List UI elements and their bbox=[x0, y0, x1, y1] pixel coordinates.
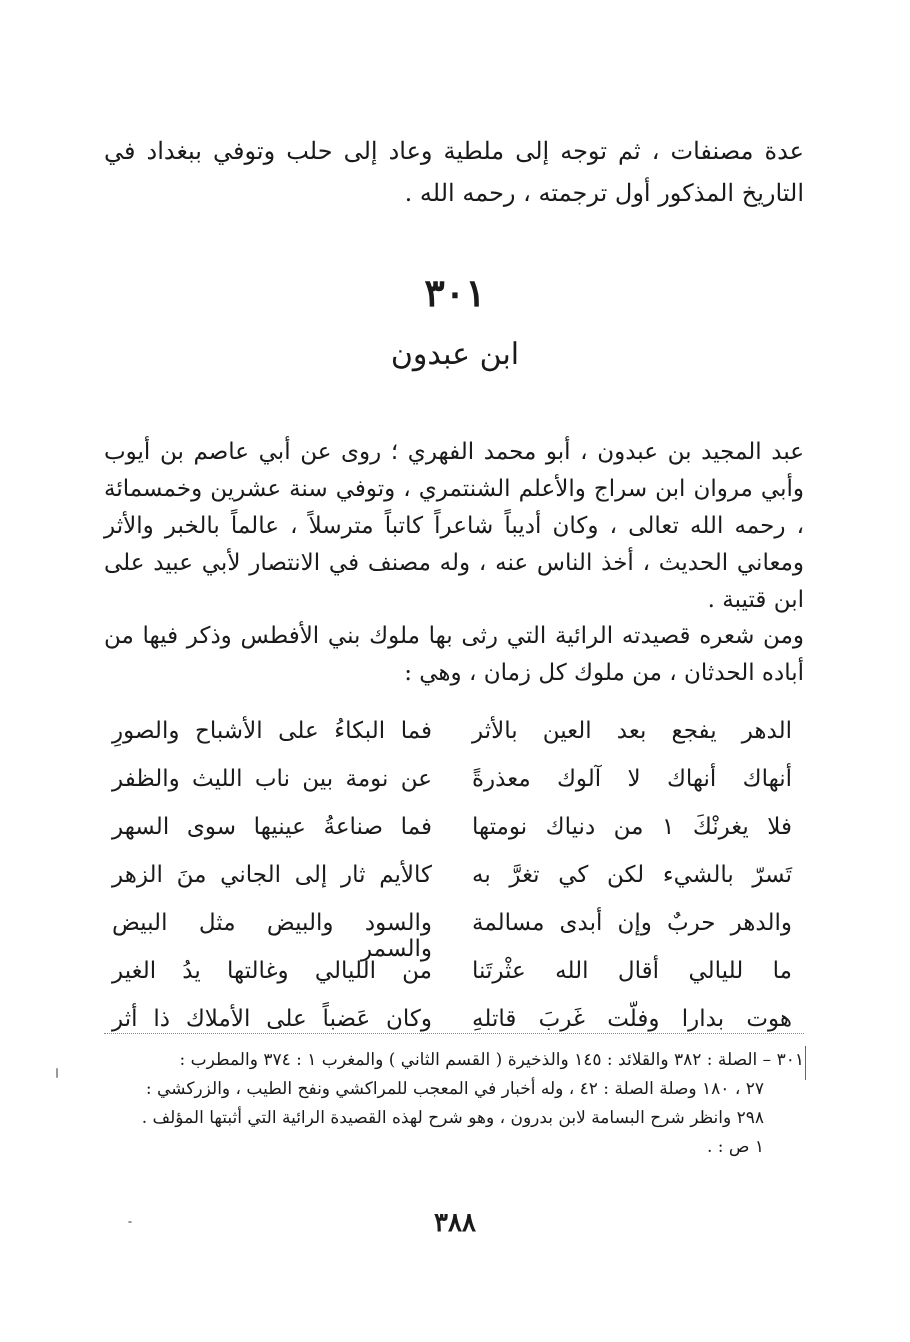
entry-name: ابن عبدون bbox=[390, 337, 520, 372]
poem-verse bbox=[112, 856, 792, 904]
first-hemistich: ما لليالي أقال الله عثْرتَنا bbox=[472, 958, 792, 984]
second-hemistich: فما البكاءُ على الأشباح والصورِ bbox=[112, 718, 432, 744]
page-number: ٣٨٨ bbox=[434, 1208, 476, 1238]
poem-verse bbox=[112, 952, 792, 1000]
first-hemistich: أنهاك أنهاك لا آلوك معذرةً bbox=[472, 766, 792, 792]
poem-verse bbox=[112, 904, 792, 962]
footnotes bbox=[104, 1046, 804, 1162]
first-hemistich: الدهر يفجع بعد العين بالأثر bbox=[472, 718, 792, 744]
first-hemistich: والدهر حربٌ وإن أبدى مسالمة bbox=[472, 910, 792, 936]
second-hemistich: وكان عَضباً على الأملاك ذا أثر bbox=[112, 1006, 432, 1032]
poem-verse bbox=[112, 1000, 792, 1048]
biography-paragraph: عبد المجيد بن عبدون ، أبو محمد الفهري ؛ روى عن أبي عاصم بن أيوب وأبي مروان ابن سراج والأعلم الشنتمري ، وتوفي سنة عشرين وخمسمائة ، رحمه الله تعالى ، وكان أديباً شاعراً كاتباً مترسلاً ، عالماً بالخبر والأثر ومعاني الحديث ، أخذ الناس عنه ، وله مصنف في الانتصار لأبي عبيد على ابن قتيبة . bbox=[104, 439, 804, 613]
margin-mark bbox=[805, 1046, 806, 1080]
first-hemistich: هوت بدارا وفلّت غَربَ قاتلهِ bbox=[472, 1006, 792, 1032]
footnote-line: ٣٠١ – الصلة : ٣٨٢ والقلائد : ١٤٥ والذخيرة ( القسم الثاني ) والمغرب ١ : ٣٧٤ والمطرب : bbox=[179, 1050, 804, 1070]
print-speck bbox=[56, 1068, 58, 1078]
poem-intro-paragraph: ومن شعره قصيدته الرائية التي رثى بها ملوك بني الأفطس وذكر فيها من أباده الحدثان ، من ملوك كل زمان ، وهي : bbox=[104, 623, 804, 686]
second-hemistich: والسود والبيض مثل البيض والسمر bbox=[112, 910, 432, 962]
poem-verse bbox=[112, 712, 792, 760]
footnote-line: ١ ص : . bbox=[706, 1137, 764, 1157]
poem bbox=[112, 712, 792, 1048]
second-hemistich: كالأيم ثار إلى الجاني منَ الزهر bbox=[112, 862, 432, 888]
second-hemistich: فما صناعةُ عينيها سوى السهر bbox=[112, 814, 432, 840]
entry-number: ٣٠١ bbox=[424, 270, 486, 315]
print-speck bbox=[128, 1221, 132, 1223]
footnote-divider bbox=[104, 1033, 804, 1034]
footnote-line: ٢٩٨ وانظر شرح البسامة لابن بدرون ، وهو شرح لهذه القصيدة الرائية التي أثبتها المؤلف . bbox=[141, 1108, 764, 1128]
top-paragraph: عدة مصنفات ، ثم توجه إلى ملطية وعاد إلى حلب وتوفي ببغداد في التاريخ المذكور أول ترجمته ، رحمه الله . bbox=[104, 137, 804, 207]
second-hemistich: من الليالي وغالتها يدُ الغير bbox=[112, 958, 432, 984]
footnote-line: ٢٧ ، ١٨٠ وصلة الصلة : ٤٢ ، وله أخبار في المعجب للمراكشي ونفح الطيب ، والزركشي : bbox=[145, 1079, 764, 1099]
first-hemistich: تَسرّ بالشيء لكن كي تغرَّ به bbox=[472, 862, 792, 888]
second-hemistich: عن نومة بين ناب الليث والظفر bbox=[112, 766, 432, 792]
poem-verse bbox=[112, 808, 792, 856]
poem-verse bbox=[112, 760, 792, 808]
first-hemistich: فلا يغرنْكَ ١ من دنياك نومتها bbox=[472, 814, 792, 840]
